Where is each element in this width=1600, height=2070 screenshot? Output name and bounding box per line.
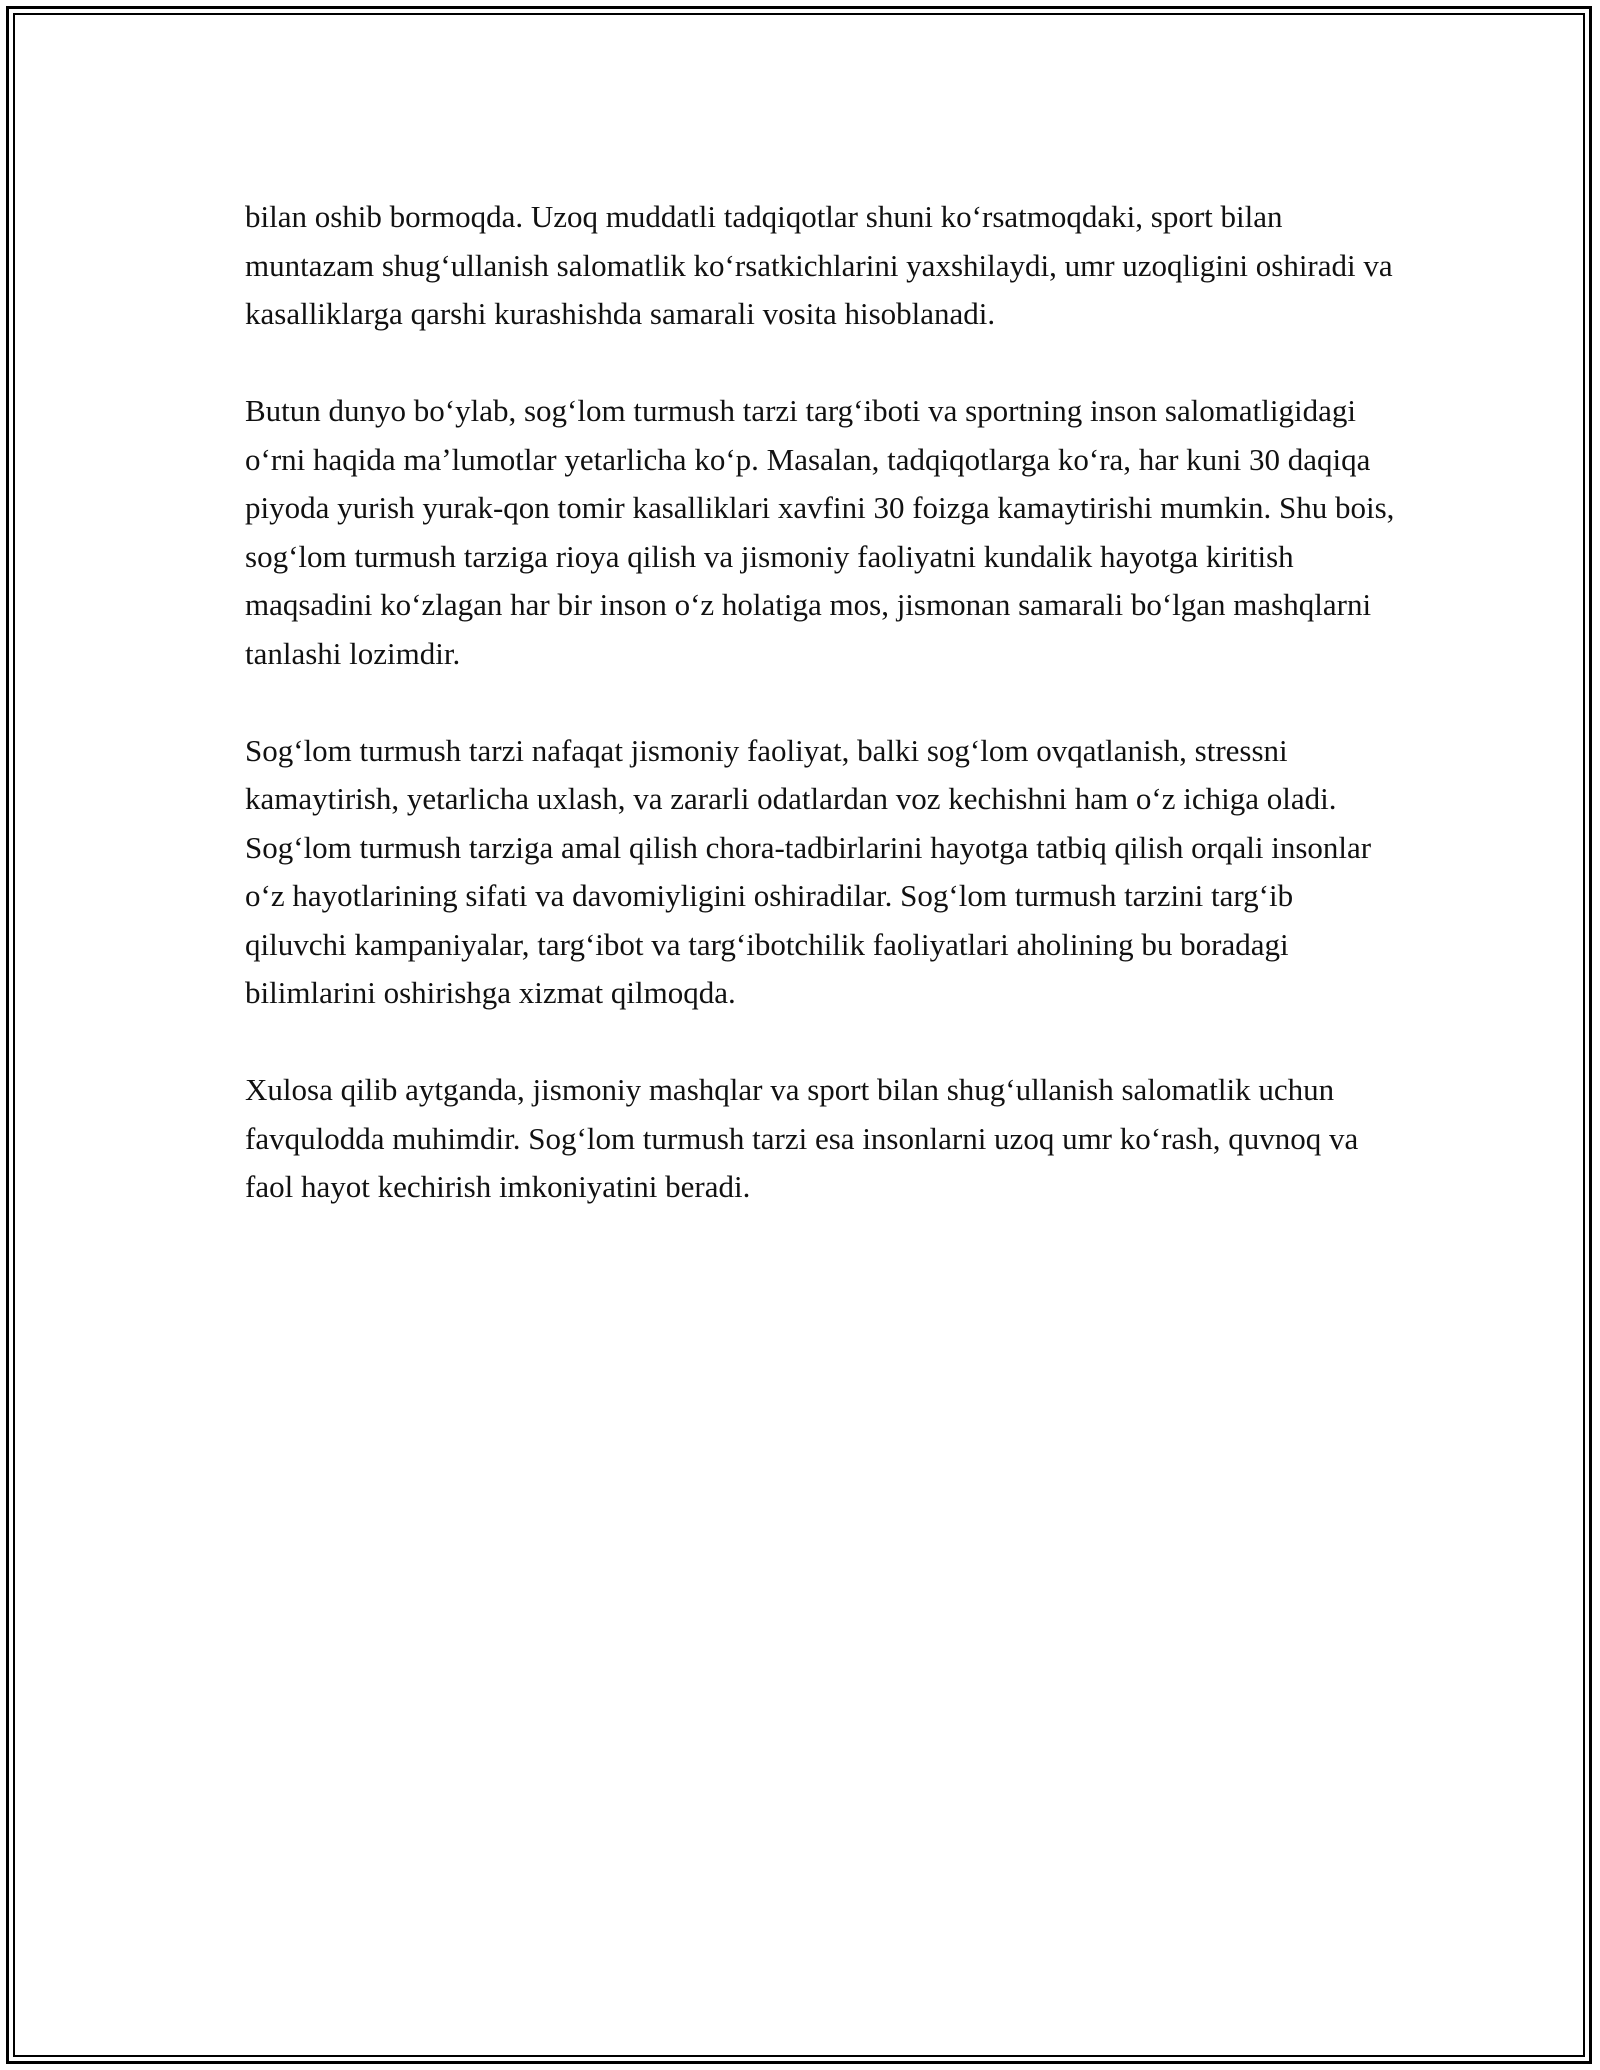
paragraph-3: Sogʻlom turmush tarzi nafaqat jismoniy faoliyat, balki sogʻlom ovqatlanish, stressni kamaytirish, yetarlicha uxlash, va zararli odatlardan voz kechishni ham oʻz ichiga oladi. Sogʻlom turmush tarziga amal qilish chora-tadbirlarini hayotga tatbiq qilish orqali insonlar oʻz hayotlarining sifati va davomiyligini oshiradilar. Sogʻlom turmush tarzini targʻib qiluvchi kampaniyalar, targʻibot va targʻibotchilik faoliyatlari aholining bu boradagi bilimlarini oshirishga xizmat qilmoqda. — [245, 732, 1372, 1010]
document-body — [245, 193, 1395, 1260]
paragraph-1: bilan oshib bormoqda. Uzoq muddatli tadqiqotlar shuni koʻrsatmoqdaki, sport bilan muntazam shugʻullanish salomatlik koʻrsatkichlarini yaxshilaydi, umr uzoqligini oshiradi va kasalliklarga qarshi kurashishda samarali vosita hisoblanadi. — [245, 199, 1393, 331]
page-frame — [6, 6, 1592, 2064]
paragraph-4: Xulosa qilib aytganda, jismoniy mashqlar va sport bilan shugʻullanish salomatlik uchun favqulodda muhimdir. Sogʻlom turmush tarzi esa insonlarni uzoq umr koʻrash, quvnoq va faol hayot kechirish imkoniyatini beradi. — [245, 1072, 1359, 1204]
paragraph-2: Butun dunyo boʻylab, sogʻlom turmush tarzi targʻiboti va sportning inson salomatligidagi oʻrni haqida maʼlumotlar yetarlicha koʻp. Masalan, tadqiqotlarga koʻra, har kuni 30 daqiqa piyoda yurish yurak-qon tomir kasalliklari xavfini 30 foizga kamaytirishi mumkin. Shu bois, sogʻlom turmush tarziga rioya qilish va jismoniy faoliyatni kundalik hayotga kiritish maqsadini koʻzlagan har bir inson oʻz holatiga mos, jismonan samarali boʻlgan mashqlarni tanlashi lozimdir. — [245, 393, 1395, 671]
